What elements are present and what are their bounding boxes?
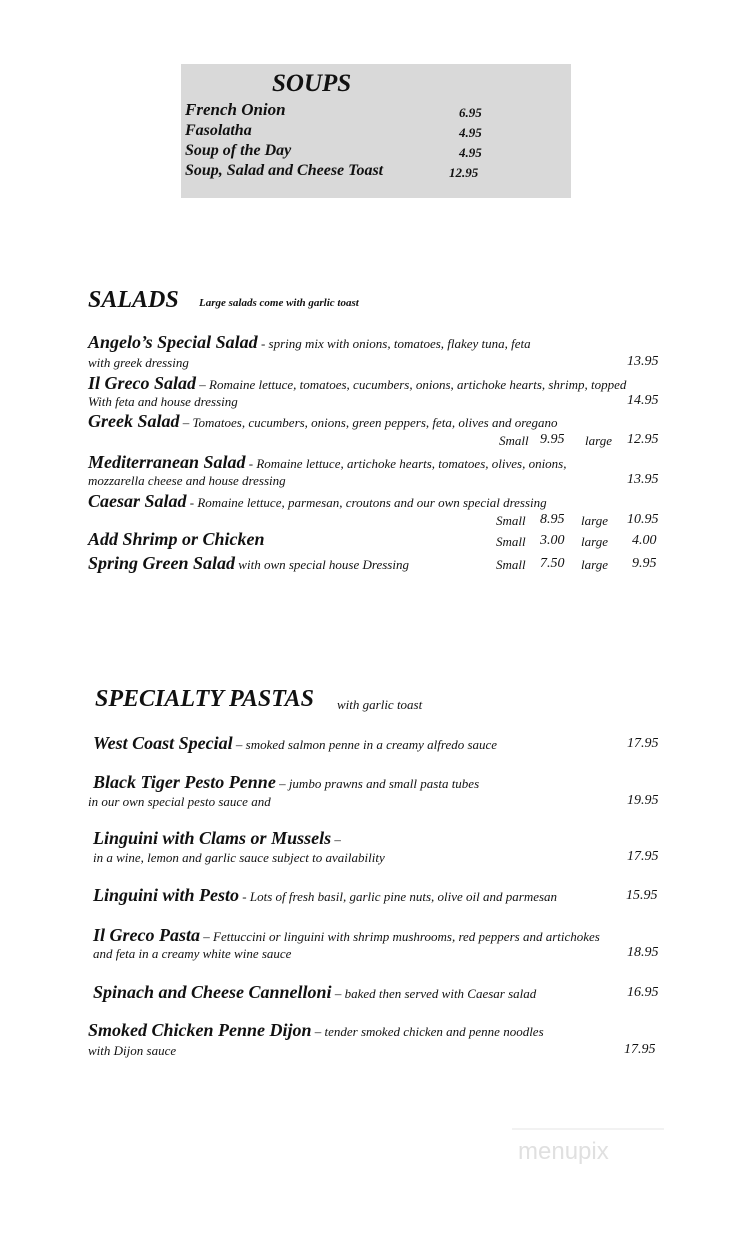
item-name: Il Greco Pasta bbox=[93, 925, 200, 945]
item-description: – Romaine lettuce, tomatoes, cucumbers, onions, artichoke hearts, shrimp, topped bbox=[196, 377, 627, 392]
soup-item-name: Soup of the Day bbox=[185, 142, 292, 159]
size-small-label: Small bbox=[496, 557, 526, 572]
item-description: – Tomatoes, cucumbers, onions, green peppers, feta, olives and oregano bbox=[179, 415, 558, 430]
item-description: – smoked salmon penne in a creamy alfredo sauce bbox=[232, 737, 498, 752]
item-price: 14.95 bbox=[627, 393, 659, 408]
item-name: Mediterranean Salad bbox=[88, 452, 246, 472]
size-large-label: large bbox=[581, 534, 608, 549]
size-large-label: large bbox=[581, 513, 608, 528]
salads-note: Large salads come with garlic toast bbox=[199, 297, 359, 309]
salads-title: SALADS bbox=[88, 287, 179, 313]
item-description: – jumbo prawns and small pasta tubes bbox=[275, 776, 480, 791]
item-description: and feta in a creamy white wine sauce bbox=[93, 946, 292, 961]
item-description: - Romaine lettuce, artichoke hearts, tomatoes, olives, onions, bbox=[245, 456, 567, 471]
size-small-label: Small bbox=[496, 534, 526, 549]
item-price: 19.95 bbox=[627, 793, 659, 808]
menu-item bbox=[93, 925, 600, 946]
menu-item bbox=[88, 553, 409, 574]
soups-title: SOUPS bbox=[272, 70, 352, 97]
size-small-label: Small bbox=[499, 433, 529, 448]
item-price: 15.95 bbox=[626, 888, 658, 903]
soup-item-price: 6.95 bbox=[459, 105, 482, 120]
soup-item-name: Fasolatha bbox=[185, 122, 252, 139]
item-description: in a wine, lemon and garlic sauce subject to availability bbox=[93, 850, 385, 865]
item-name: Caesar Salad bbox=[88, 491, 187, 511]
item-description: mozzarella cheese and house dressing bbox=[88, 473, 286, 488]
item-name: Greek Salad bbox=[88, 411, 180, 431]
menu-item bbox=[88, 411, 558, 432]
item-name: West Coast Special bbox=[93, 733, 233, 753]
item-description: - spring mix with onions, tomatoes, flakey tuna, feta bbox=[257, 336, 531, 351]
item-name: Spinach and Cheese Cannelloni bbox=[93, 982, 332, 1002]
item-name: Linguini with Pesto bbox=[93, 885, 240, 905]
soup-item-price: 12.95 bbox=[449, 165, 479, 180]
item-description: – Fettuccini or linguini with shrimp mushrooms, red peppers and artichokes bbox=[200, 929, 600, 944]
item-name: Black Tiger Pesto Penne bbox=[93, 772, 276, 792]
item-name: Il Greco Salad bbox=[88, 373, 196, 393]
item-description: in our own special pesto sauce and bbox=[88, 794, 271, 809]
menu-item bbox=[88, 1020, 544, 1041]
item-name: Smoked Chicken Penne Dijon bbox=[88, 1020, 312, 1040]
small-price: 7.50 bbox=[540, 556, 565, 571]
item-price: 17.95 bbox=[624, 1042, 656, 1057]
item-price: 13.95 bbox=[627, 472, 659, 487]
small-price: 3.00 bbox=[540, 533, 565, 548]
size-large-label: large bbox=[585, 433, 612, 448]
item-description: – tender smoked chicken and penne noodles bbox=[311, 1024, 544, 1039]
menu-item bbox=[93, 828, 341, 849]
item-price: 18.95 bbox=[627, 945, 659, 960]
item-description: with own special house Dressing bbox=[235, 557, 409, 572]
small-price: 8.95 bbox=[540, 512, 565, 527]
menupix-watermark-logo bbox=[512, 1127, 664, 1167]
menu-item bbox=[93, 733, 497, 754]
menu-item bbox=[88, 452, 567, 473]
soup-item-name: French Onion bbox=[185, 100, 286, 119]
menu-item bbox=[88, 373, 626, 394]
large-price: 9.95 bbox=[632, 556, 657, 571]
watermark-text: menupix bbox=[518, 1138, 609, 1165]
soup-item-price: 4.95 bbox=[459, 145, 482, 160]
item-description: – bbox=[331, 832, 341, 847]
small-price: 9.95 bbox=[540, 432, 565, 447]
item-description: – baked then served with Caesar salad bbox=[331, 986, 537, 1001]
size-large-label: large bbox=[581, 557, 608, 572]
item-price: 17.95 bbox=[627, 849, 659, 864]
soup-item-name: Soup, Salad and Cheese Toast bbox=[185, 162, 384, 179]
large-price: 12.95 bbox=[627, 432, 659, 447]
item-name: Add Shrimp or Chicken bbox=[88, 529, 265, 549]
item-name: Linguini with Clams or Mussels bbox=[93, 828, 332, 848]
large-price: 10.95 bbox=[627, 512, 659, 527]
menu-item bbox=[93, 982, 536, 1003]
large-price: 4.00 bbox=[632, 533, 657, 548]
item-description: - Romaine lettuce, parmesan, croutons and our own special dressing bbox=[186, 495, 547, 510]
pastas-note: with garlic toast bbox=[337, 697, 423, 712]
menu-item bbox=[93, 772, 479, 793]
menu-item bbox=[93, 885, 557, 906]
soup-item-price: 4.95 bbox=[459, 125, 482, 140]
item-description: with Dijon sauce bbox=[88, 1043, 177, 1058]
item-price: 13.95 bbox=[627, 354, 659, 369]
item-description: with greek dressing bbox=[88, 355, 189, 370]
menu-item bbox=[88, 332, 531, 353]
item-description: With feta and house dressing bbox=[88, 394, 238, 409]
size-small-label: Small bbox=[496, 513, 526, 528]
menu-item bbox=[88, 491, 547, 512]
item-description: - Lots of fresh basil, garlic pine nuts, olive oil and parmesan bbox=[239, 889, 558, 904]
item-price: 16.95 bbox=[627, 985, 659, 1000]
item-name: Spring Green Salad bbox=[88, 553, 236, 573]
item-name: Angelo’s Special Salad bbox=[88, 332, 258, 352]
pastas-title: SPECIALTY PASTAS bbox=[95, 686, 314, 712]
item-price: 17.95 bbox=[627, 736, 659, 751]
